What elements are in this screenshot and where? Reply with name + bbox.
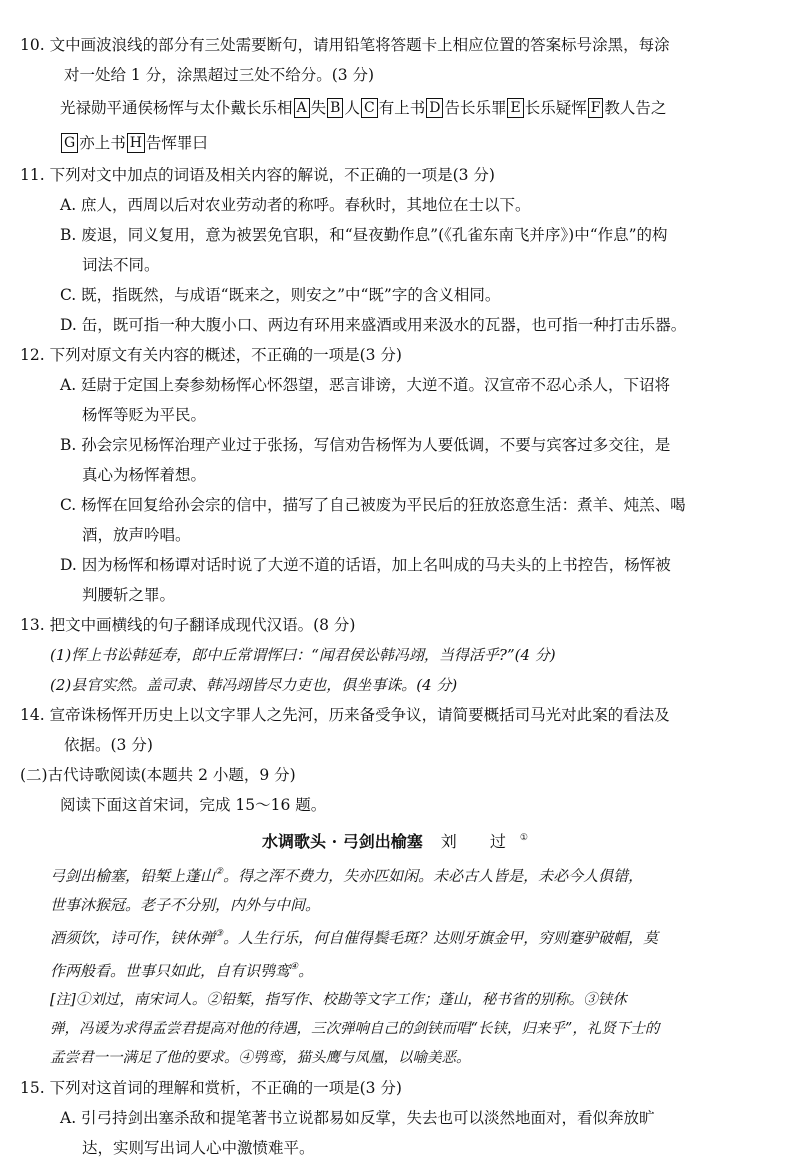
q10-stem-line2: 对一处给 1 分，涂黑超过三处不给分。(3 分): [64, 66, 375, 84]
q11-option-c: C. 既，指既然，与成语“既来之，则安之”中“既”字的含义相同。: [60, 286, 501, 304]
q10-fragment-line1: [20, 90, 770, 126]
q10-fragment-line2: [20, 126, 770, 160]
fragment-text: 有上书: [378, 99, 426, 117]
footnote-marker: ③: [215, 929, 224, 939]
q11-option-b-line2: 词法不同。: [82, 256, 160, 274]
q13-sentence-1: (1)恽上书讼韩延寿，郎中丘常谓恽曰：“闻君侯讼韩冯翊，当得活乎?”(4 分): [50, 646, 556, 664]
fragment-text: 教人告之: [604, 99, 667, 117]
question-10: [20, 30, 770, 90]
q12-option-a-line1: A. 廷尉于定国上奏参劾杨恽心怀怨望，恶言诽谤，大逆不道。汉宣帝不忍心杀人，下诏将: [60, 376, 671, 394]
question-11-stem: 11. 下列对文中加点的词语及相关内容的解说，不正确的一项是(3 分): [20, 166, 495, 184]
fragment-text: 人: [344, 99, 360, 117]
poem-text: 弓剑出榆塞，铅椠上蓬山: [50, 867, 216, 885]
q12-option-b-line1: B. 孙会宗见杨恽治理产业过于张扬，写信劝告杨恽为人要低调，不要与宾客过多交往，是: [60, 436, 671, 454]
break-box-h: H: [127, 133, 145, 153]
fragment-text: 长乐疑恽: [524, 99, 587, 117]
poem-text: 。得之浑不费力，失亦匹如闲。未必古人皆是，未必今人俱错，: [223, 867, 644, 885]
break-box-d: D: [426, 98, 443, 118]
q15-option-a-line2: 达，实则写出词人心中激愤难平。: [82, 1139, 315, 1157]
q12-option-d-line2: 判腰斩之罪。: [82, 586, 176, 604]
poem-text: 。: [298, 962, 314, 980]
q12-option-b: [20, 430, 770, 490]
q12-option-c: [20, 490, 770, 550]
q12-option-d-line1: D. 因为杨恽和杨谭对话时说了大逆不道的话语，加上名叫成的马夫头的上书控告，杨恽被: [60, 556, 671, 574]
fragment-text: 告恽罪曰: [145, 134, 208, 152]
q12-option-a: [20, 370, 770, 430]
q11-option-d: D. 缶，既可指一种大腹小口、两边有环用来盛酒或用来汲水的瓦器，也可指一种打击乐器。: [60, 316, 687, 334]
poem-line: [50, 920, 770, 953]
q10-stem-line1: 10. 文中画波浪线的部分有三处需要断句，请用铅笔将答题卡上相应位置的答案标号涂黑，每涂: [20, 36, 670, 54]
footnote-marker: ②: [215, 867, 224, 877]
q12-option-b-line2: 真心为杨恽着想。: [82, 466, 207, 484]
break-box-a: A: [294, 98, 310, 118]
footnote-marker: ④: [290, 962, 299, 972]
question-13-stem: 13. 把文中画横线的句子翻译成现代汉语。(8 分): [20, 616, 356, 634]
poem-line: [50, 858, 770, 891]
question-15-stem: 15. 下列对这首词的理解和赏析，不正确的一项是(3 分): [20, 1079, 402, 1097]
break-box-f: F: [588, 98, 604, 118]
break-box-e: E: [507, 98, 523, 118]
section-instruction: 阅读下面这首宋词，完成 15～16 题。: [60, 796, 327, 814]
fragment-text: 失: [310, 99, 327, 117]
q11-option-a: A. 庶人，西周以后对农业劳动者的称呼。春秋时，其地位在士以下。: [60, 196, 531, 214]
poem-line: [50, 953, 770, 986]
break-box-b: B: [327, 98, 343, 118]
fragment-text: 光禄勋平通侯杨恽与太仆戴长乐相: [60, 99, 293, 117]
note-line: 孟尝君一一满足了他的要求。④鸮鸾，猫头鹰与凤凰，以喻美恶。: [50, 1050, 471, 1066]
q12-option-d: [20, 550, 770, 610]
poem-title-row: [20, 822, 770, 858]
q15-option-a-line1: A. 引弓持剑出塞杀敌和提笔著书立说都易如反掌，失去也可以淡然地面对，看似奔放旷: [60, 1109, 655, 1127]
note-line: 弹，冯谖为求得孟尝君提高对他的待遇，三次弹响自己的剑铗而唱“长铗，归来乎”，礼贤下士的: [50, 1021, 660, 1037]
footnote-marker: ①: [519, 833, 528, 843]
poem-notes: [20, 986, 770, 1073]
poem-text: 酒须饮，诗可作，铗休弹: [50, 929, 216, 947]
fragment-text: 亦上书: [79, 134, 126, 152]
poem-text: 作两般看。世事只如此，自有识鸮鸾: [50, 962, 291, 980]
poem-author: 刘 过: [440, 832, 520, 851]
q12-option-c-line2: 酒，放声吟唱。: [82, 526, 191, 544]
poem-title: 水调歌头 · 弓剑出榆塞: [262, 832, 423, 851]
q14-stem-line1: 14. 宣帝诛杨恽开历史上以文字罪人之先河，历来备受争议，请简要概括司马光对此案的看法及: [20, 706, 670, 724]
q11-option-b: [20, 220, 770, 280]
q15-option-a: [20, 1103, 770, 1163]
question-12-stem: 12. 下列对原文有关内容的概述，不正确的一项是(3 分): [20, 346, 402, 364]
break-box-g: G: [61, 133, 78, 153]
q12-option-a-line2: 杨恽等贬为平民。: [82, 406, 207, 424]
poem-body: [20, 858, 770, 986]
break-box-c: C: [361, 98, 378, 118]
note-line: [注]①刘过，南宋词人。②铅椠，指写作、校勘等文字工作；蓬山，秘书省的别称。③铗休: [50, 992, 627, 1008]
q12-option-c-line1: C. 杨恽在回复给孙会宗的信中，描写了自己被废为平民后的狂放恣意生活：煮羊、炖羔、喝: [60, 496, 686, 514]
section-heading: (二)古代诗歌阅读(本题共 2 小题，9 分): [20, 766, 296, 784]
q14-stem-line2: 依据。(3 分): [64, 736, 153, 754]
poem-text: 。人生行乐，何自催得鬓毛斑？达则牙旗金甲，穷则蹇驴破帽，莫: [223, 929, 659, 947]
question-14: [20, 700, 770, 760]
poem-line: 世事沐猴冠。老子不分别，内外与中间。: [50, 896, 321, 914]
q11-option-b-line1: B. 废退，同义复用，意为被罢免官职，和“昼夜勤作息”(《孔雀东南飞并序》)中“作息”的构: [60, 226, 668, 244]
q13-sentence-2: (2)县官实然。盖司隶、韩冯翊皆尽力吏也，俱坐事诛。(4 分): [50, 676, 458, 694]
fragment-text: 告长乐罪: [444, 99, 507, 117]
